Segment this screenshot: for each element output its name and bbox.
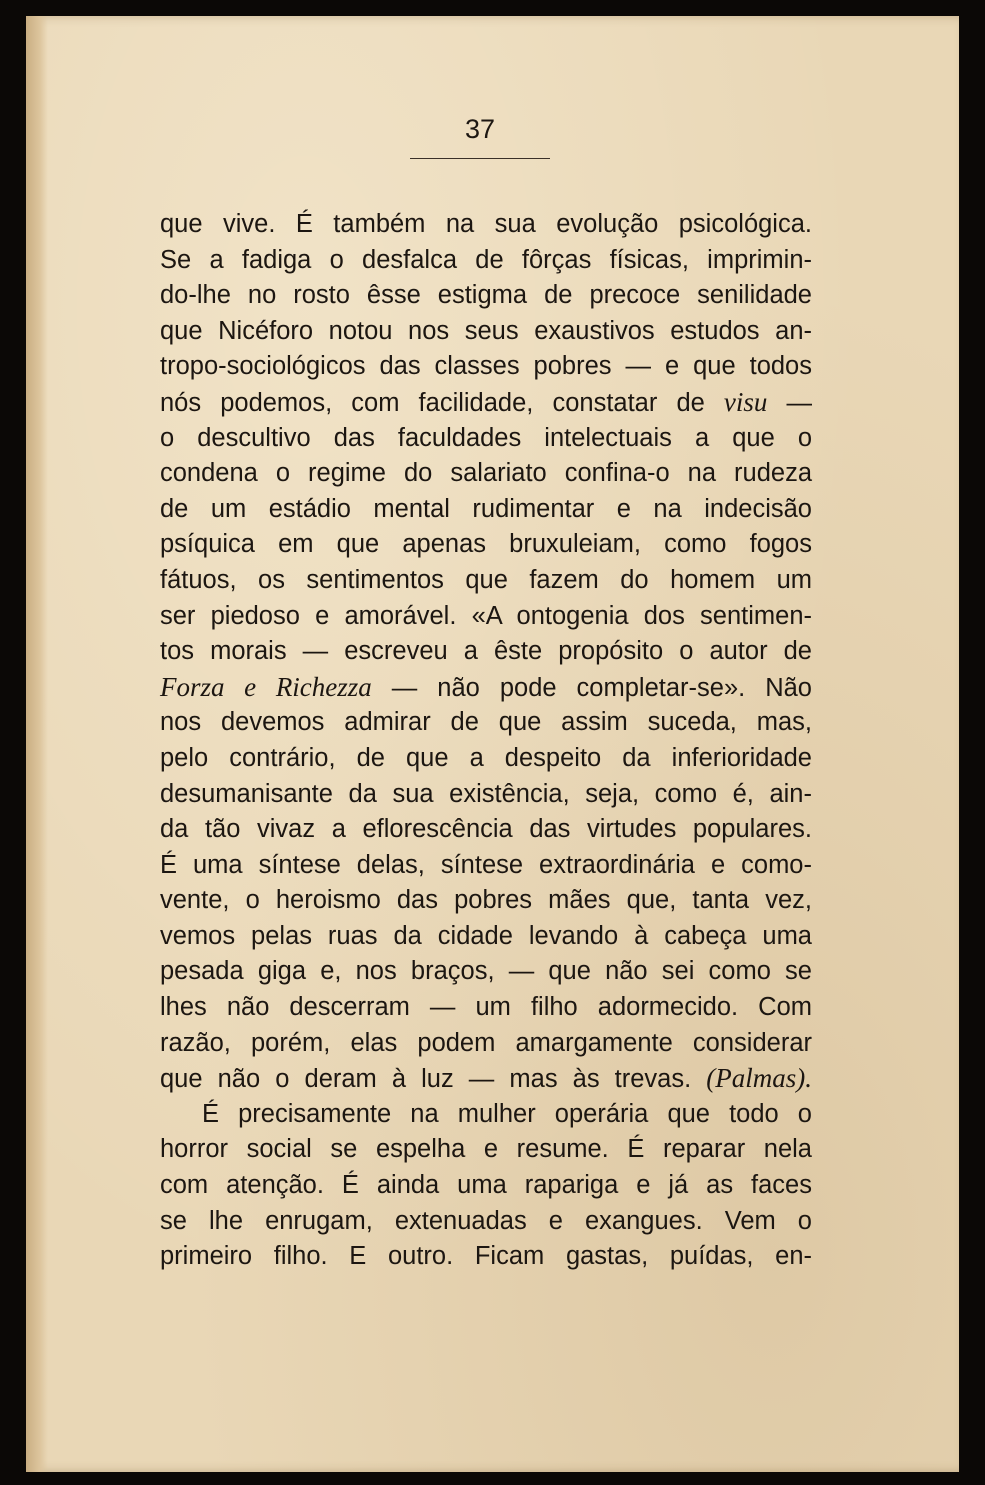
text-line xyxy=(160,670,812,706)
text-line: se lhe enrugam, extenuadas e exangues. Vem o xyxy=(160,1206,812,1235)
text-line: ser piedoso e amorável. «A ontogenia dos sentimen- xyxy=(160,601,812,630)
page-gutter-shadow xyxy=(26,16,48,1472)
text-line: tos morais — escreveu a êste propósito o autor de xyxy=(160,637,812,666)
text-line: que vive. É também na sua evolução psicológica. xyxy=(160,210,812,238)
text-line: condena o regime do salariato confina-o na rudeza xyxy=(160,459,812,488)
text-segment: que não o deram à luz — mas às trevas. xyxy=(160,1065,707,1094)
text-segment: nós podemos, com facilidade, constatar de xyxy=(160,388,724,417)
text-line: nos devemos admirar de que assim suceda, mas, xyxy=(160,708,812,737)
text-line: que Nicéforo notou nos seus exaustivos estudos an- xyxy=(160,316,812,345)
page-number: 37 xyxy=(464,114,496,144)
italic-title: Forza e Richezza xyxy=(160,671,372,702)
text-line: razão, porém, elas podem amargamente considerar xyxy=(160,1028,812,1057)
text-line: horror social se espelha e resume. É reparar nela xyxy=(160,1135,812,1164)
text-line: Se a fadiga o desfalca de fôrças físicas, imprimin- xyxy=(160,245,812,274)
text-line: primeiro filho. E outro. Ficam gastas, puídas, en- xyxy=(160,1242,812,1271)
text-line: É uma síntese delas, síntese extraordinária e como- xyxy=(160,850,812,879)
text-line: vemos pelas ruas da cidade levando à cabeça uma xyxy=(160,921,812,950)
body-text xyxy=(160,207,812,1275)
text-line: com atenção. É ainda uma rapariga e já as faces xyxy=(160,1171,812,1200)
text-line: tropo-sociológicos das classes pobres — e que todos xyxy=(160,352,812,381)
text-line: pesada giga e, nos braços, — que não sei como se xyxy=(160,957,812,986)
text-line: vente, o heroismo das pobres mães que, tanta vez, xyxy=(160,886,812,915)
text-line xyxy=(160,1061,812,1097)
text-line: do-lhe no rosto êsse estigma de precoce senilidade xyxy=(160,281,812,310)
italic-term: visu xyxy=(723,386,768,417)
text-line: desumanisante da sua existência, seja, como é, ain- xyxy=(160,779,812,808)
text-line: pelo contrário, de que a despeito da inferioridade xyxy=(160,743,812,772)
text-line: psíquica em que apenas bruxuleiam, como fogos xyxy=(160,530,812,559)
text-segment: — não pode completar-se». Não xyxy=(371,673,812,702)
paragraph-first-line: É precisamente na mulher operária que todo o xyxy=(202,1099,812,1128)
text-line: de um estádio mental rudimentar e na indecisão xyxy=(160,494,812,523)
page-number-rule xyxy=(410,158,550,159)
text-line: lhes não descerram — um filho adormecido. Com xyxy=(160,993,812,1022)
text-line: da tão vivaz a eflorescência das virtudes populares. xyxy=(160,815,812,844)
text-line: fátuos, os sentimentos que fazem do homem um xyxy=(160,565,812,594)
italic-aside: (Palmas). xyxy=(706,1063,812,1094)
text-line: o descultivo das faculdades intelectuais a que o xyxy=(160,423,812,452)
text-line xyxy=(160,385,812,421)
text-segment: — xyxy=(767,388,812,417)
